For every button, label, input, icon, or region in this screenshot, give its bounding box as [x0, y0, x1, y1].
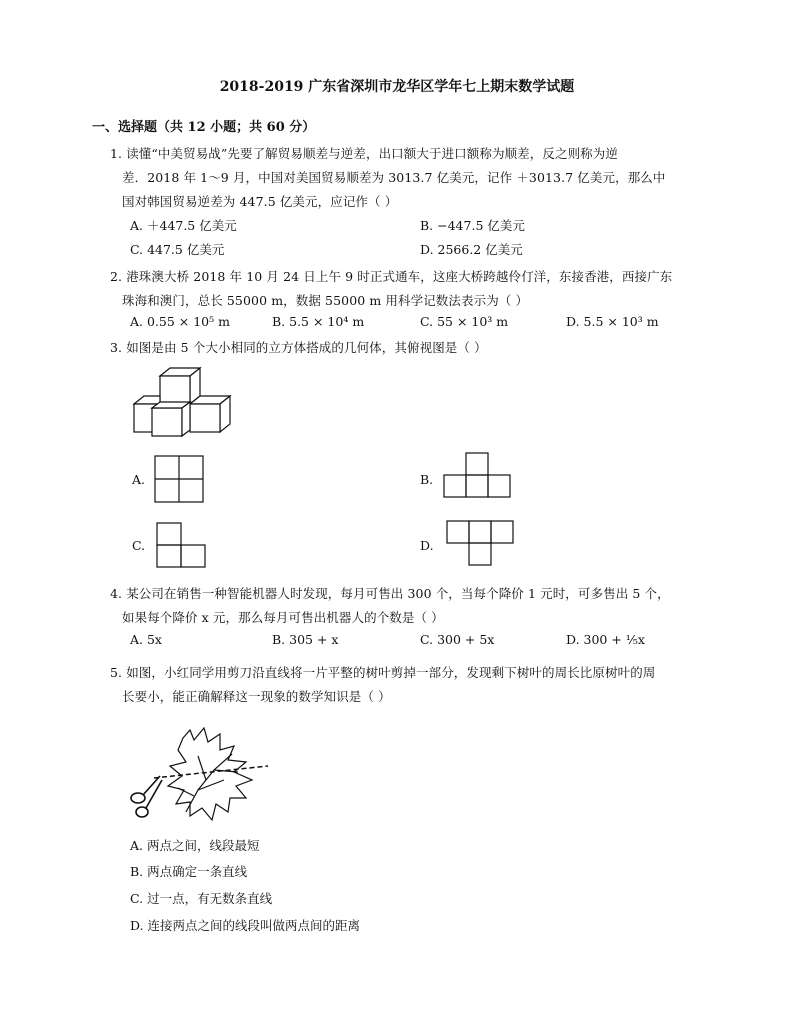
cube-figure [130, 364, 240, 444]
q3-option-b[interactable]: B. [420, 472, 434, 487]
q2-option-b[interactable]: B. 5.5 × 10⁴ m [272, 314, 365, 329]
q3-option-c-figure[interactable] [156, 522, 206, 570]
q2-line-1: 2. 港珠澳大桥 2018 年 10 月 24 日上午 9 时正式通车，这座大桥跨越伶仃洋，东接香港，西接广东 [110, 269, 673, 284]
q2-line-2: 珠海和澳门，总长 55000 m，数据 55000 m 用科学记数法表示为（ ） [122, 293, 529, 308]
q1-line-3: 国对韩国贸易逆差为 447.5 亿美元，应记作（ ） [122, 194, 398, 209]
q5-line-2: 长要小，能正确解释这一现象的数学知识是（ ） [122, 689, 391, 704]
q1-option-c[interactable]: C. 447.5 亿美元 [130, 242, 225, 257]
q1-line-1: 1. 读懂“中美贸易战”先要了解贸易顺差与逆差，出口额大于进口额称为顺差，反之则称为逆 [110, 146, 618, 161]
q5-option-b[interactable]: B. 两点确定一条直线 [130, 864, 248, 879]
q3-option-c[interactable]: C. [132, 538, 146, 553]
section-heading: 一、选择题（共 12 小题；共 60 分） [92, 120, 316, 135]
q1-option-a[interactable]: A. ＋447.5 亿美元 [130, 218, 237, 233]
q4-option-a[interactable]: A. 5x [130, 632, 162, 647]
q5-option-a[interactable]: A. 两点之间，线段最短 [130, 838, 260, 853]
q1-line-2: 差．2018 年 1～9 月，中国对美国贸易顺差为 3013.7 亿美元，记作 ＋3013.7 亿美元，那么中 [122, 170, 666, 185]
q4-line-1: 4. 某公司在销售一种智能机器人时发现，每月可售出 300 个，当每个降价 1 元时，可多售出 5 个， [110, 586, 670, 601]
page-title: 2018-2019 广东省深圳市龙华区学年七上期末数学试题 [219, 79, 575, 95]
q2-option-a[interactable]: A. 0.55 × 10⁵ m [130, 314, 230, 329]
leaf-scissors-figure [128, 720, 278, 830]
q4-option-d[interactable]: D. 300 + ⅕x [566, 632, 645, 647]
q3-option-d-figure[interactable] [446, 520, 516, 566]
q1-option-b[interactable]: B. −447.5 亿美元 [420, 218, 525, 233]
q4-option-c[interactable]: C. 300 + 5x [420, 632, 495, 647]
q4-line-2: 如果每个降价 x 元，那么每月可售出机器人的个数是（ ） [122, 610, 444, 625]
q3-option-a[interactable]: A. [132, 472, 146, 487]
q2-option-c[interactable]: C. 55 × 10³ m [420, 314, 509, 329]
q5-option-d[interactable]: D. 连接两点之间的线段叫做两点间的距离 [130, 918, 361, 933]
q1-option-d[interactable]: D. 2566.2 亿美元 [420, 242, 523, 257]
q3-option-a-figure[interactable] [154, 455, 204, 503]
q4-option-b[interactable]: B. 305 + x [272, 632, 339, 647]
q3-option-b-figure[interactable] [443, 452, 513, 498]
q5-line-1: 5. 如图，小红同学用剪刀沿直线将一片平整的树叶剪掉一部分，发现剩下树叶的周长比原树叶的周 [110, 665, 656, 680]
q5-option-c[interactable]: C. 过一点，有无数条直线 [130, 891, 273, 906]
q2-option-d[interactable]: D. 5.5 × 10³ m [566, 314, 659, 329]
q3-option-d[interactable]: D. [420, 538, 434, 553]
q3-line-1: 3. 如图是由 5 个大小相同的立方体搭成的几何体，其俯视图是（ ） [110, 340, 487, 355]
